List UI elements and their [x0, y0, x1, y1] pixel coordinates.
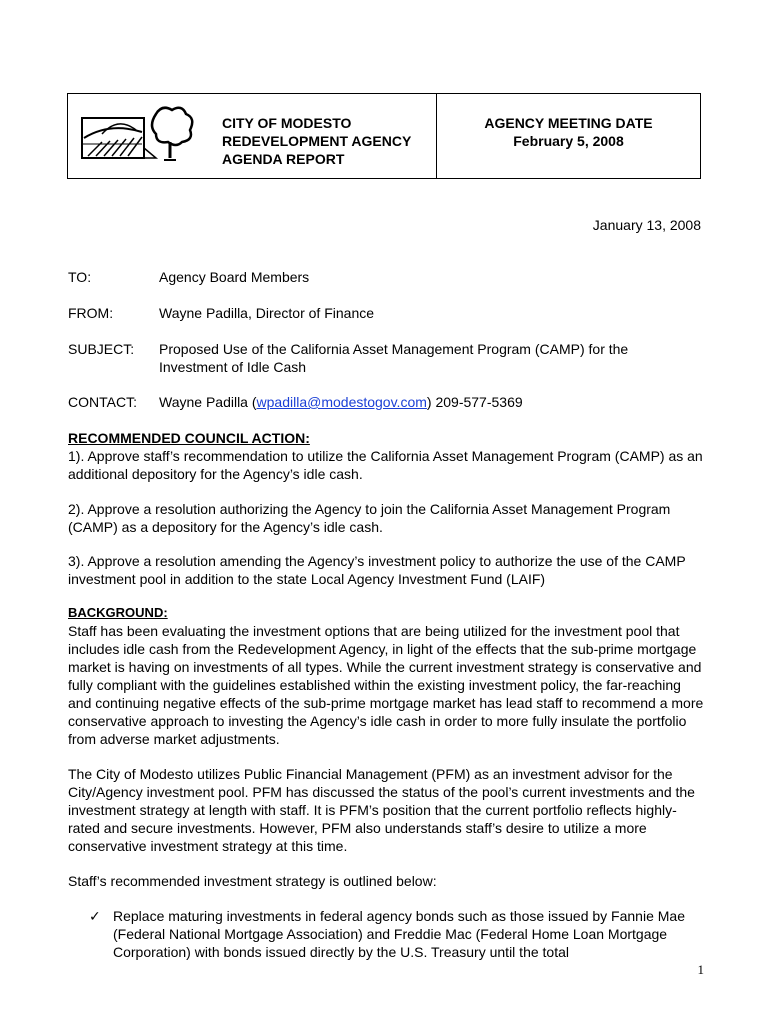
org-line-agency: REDEVELOPMENT AGENCY — [222, 133, 412, 149]
recommended-item-1: 1). Approve staff’s recommendation to utilize the California Asset Management Program (CAMP) as an additional depository for the Agency’s idle cash. — [68, 448, 703, 482]
header-org-cell — [68, 94, 437, 178]
to-value: Agency Board Members — [159, 269, 310, 285]
meeting-date-value: February 5, 2008 — [513, 133, 624, 149]
contact-email-link[interactable]: wpadilla@modestogov.com — [256, 394, 427, 410]
subject-line-1: Proposed Use of the California Asset Management Program (CAMP) for the — [159, 341, 629, 357]
subject-value — [159, 340, 679, 376]
from-value: Wayne Padilla, Director of Finance — [159, 305, 375, 321]
background-paragraph-1: Staff has been evaluating the investment options that are being utilized for the investment pool that includes idle cash from the Redevelopment Agency, in light of the effects that the sub-prime mortgage market is having on investments of all types. While the current investment strategy is conservative and fully compliant with the guidelines established within the existing investment policy, the far-reaching and continuing negative effects of the sub-prime mortgage market has lead staff to recommend a more conservative approach to investing the Agency’s idle cash in order to more fully insulate the portfolio from adverse market adjustments. — [68, 623, 704, 747]
background-paragraph-3: Staff’s recommended investment strategy is outlined below: — [68, 873, 437, 889]
meeting-date-block — [437, 114, 700, 150]
org-line-city: CITY OF MODESTO — [222, 115, 352, 131]
org-line-report: AGENDA REPORT — [222, 151, 345, 167]
from-label: FROM: — [68, 305, 114, 321]
checkmark-icon: ✓ — [89, 908, 101, 924]
recommended-heading: RECOMMENDED COUNCIL ACTION: — [68, 430, 310, 446]
subject-line-2: Investment of Idle Cash — [159, 359, 307, 375]
contact-label: CONTACT: — [68, 394, 137, 410]
recommended-section — [68, 429, 708, 483]
agenda-header-box — [67, 93, 701, 179]
header-meeting-cell — [437, 94, 700, 178]
contact-phone: ) 209-577-5369 — [426, 394, 523, 410]
recommended-item-3: 3). Approve a resolution amending the Agency’s investment policy to authorize the use of the CAMP investment pool in addition to the state Local Agency Investment Fund (LAIF) — [68, 553, 686, 587]
recommended-item-2: 2). Approve a resolution authorizing the Agency to join the California Asset Management Program (CAMP) as a depository for the Agency’s idle cash. — [68, 501, 671, 535]
subject-label: SUBJECT: — [68, 341, 135, 357]
background-section — [68, 604, 708, 748]
to-label: TO: — [68, 269, 92, 285]
report-date: January 13, 2008 — [592, 217, 701, 233]
page-number: 1 — [697, 962, 704, 977]
city-logo-tree-field-icon — [80, 104, 198, 168]
org-title — [222, 114, 411, 168]
contact-value — [159, 393, 679, 411]
background-paragraph-2: The City of Modesto utilizes Public Financial Management (PFM) as an investment advisor for the City/Agency investment pool. PFM has discussed the status of the pool’s current investments and the investment strategy at length with staff. It is PFM’s position that the current portfolio reflects highly-rated and secure investments. However, PFM also understands staff’s desire to utilize a more conservative investment strategy at this time. — [68, 766, 695, 854]
meeting-date-label: AGENCY MEETING DATE — [484, 115, 653, 131]
bullet-text-1: Replace maturing investments in federal agency bonds such as those issued by Fannie Mae (Federal National Mortgage Association) and Freddie Mac (Federal Home Loan Mortgage Corporation) with bonds issued directly by the U.S. Treasury until the total — [113, 908, 685, 960]
contact-name: Wayne Padilla ( — [159, 394, 257, 410]
background-heading: BACKGROUND: — [68, 605, 168, 620]
